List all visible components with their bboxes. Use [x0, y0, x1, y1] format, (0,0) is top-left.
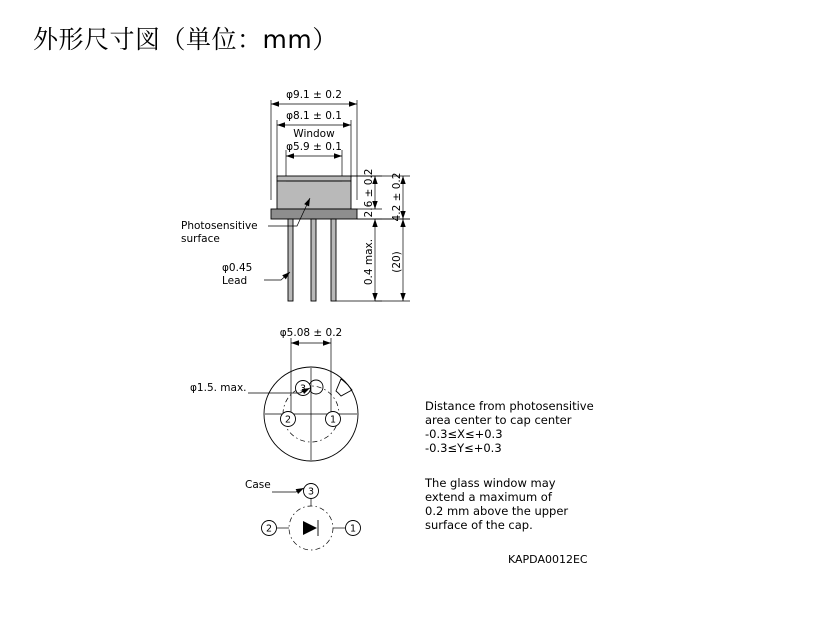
pin-3-label: 3 — [299, 383, 307, 395]
dim-window-diameter — [286, 141, 342, 178]
dim-outer-diameter-label: φ9.1 ± 0.2 — [286, 89, 342, 101]
dim-lead-length — [375, 219, 410, 301]
photosensitive-label-line1: Photosensitive — [181, 220, 258, 232]
note1-line2: area center to cap center — [425, 413, 572, 427]
note2-line4: surface of the cap. — [425, 518, 533, 532]
active-area-label: φ1.5. max. — [190, 382, 247, 394]
bottom-view-pins — [281, 381, 341, 427]
package-body — [271, 176, 357, 219]
note-block-2 — [424, 476, 568, 532]
pin-1-label: 1 — [329, 414, 337, 426]
dim-cap-height-label: 2.6 ± 0.2 — [363, 168, 375, 218]
page-title: 外形尺寸図（単位：mm） — [33, 25, 338, 54]
terminal-3-label: 3 — [307, 486, 315, 498]
dim-total-height-label: 4.2 ± 0.2 — [391, 172, 403, 222]
note2-line2: extend a maximum of — [425, 490, 552, 504]
note1-line1: Distance from photosensitive — [425, 399, 594, 413]
drawing-code: KAPDA0012EC — [508, 553, 588, 566]
lead-diameter-label: φ0.45 — [222, 262, 253, 274]
photosensitive-label-line2: surface — [181, 233, 220, 245]
note1-line3: -0.3≤X≤+0.3 — [425, 427, 503, 441]
window-label: Window — [293, 128, 335, 140]
case-label: Case — [245, 479, 271, 491]
note-block-1 — [425, 399, 594, 455]
leads — [288, 219, 336, 301]
terminal-1-label: 1 — [349, 523, 357, 535]
pin-2-label: 2 — [284, 414, 292, 426]
dim-cap-diameter-label: φ8.1 ± 0.1 — [286, 110, 342, 122]
schematic — [245, 479, 361, 550]
active-area-callout — [190, 382, 310, 394]
dim-total-height — [351, 173, 410, 222]
terminal-2-label: 2 — [265, 523, 273, 535]
lead-callout — [222, 262, 290, 287]
lead-label: Lead — [222, 275, 248, 287]
note1-line4: -0.3≤Y≤+0.3 — [425, 441, 502, 455]
dim-base-thickness-label: 0.4 max. — [363, 238, 375, 286]
dim-base-thickness — [336, 219, 382, 301]
note2-line1: The glass window may — [425, 476, 556, 490]
dim-window-diameter-label: φ5.9 ± 0.1 — [286, 141, 342, 153]
note2-line3: 0.2 mm above the upper — [425, 504, 569, 518]
bottom-view-body — [264, 367, 358, 461]
dim-lead-length-label: (20) — [391, 251, 403, 273]
dim-pin-circle-label: φ5.08 ± 0.2 — [279, 327, 343, 339]
